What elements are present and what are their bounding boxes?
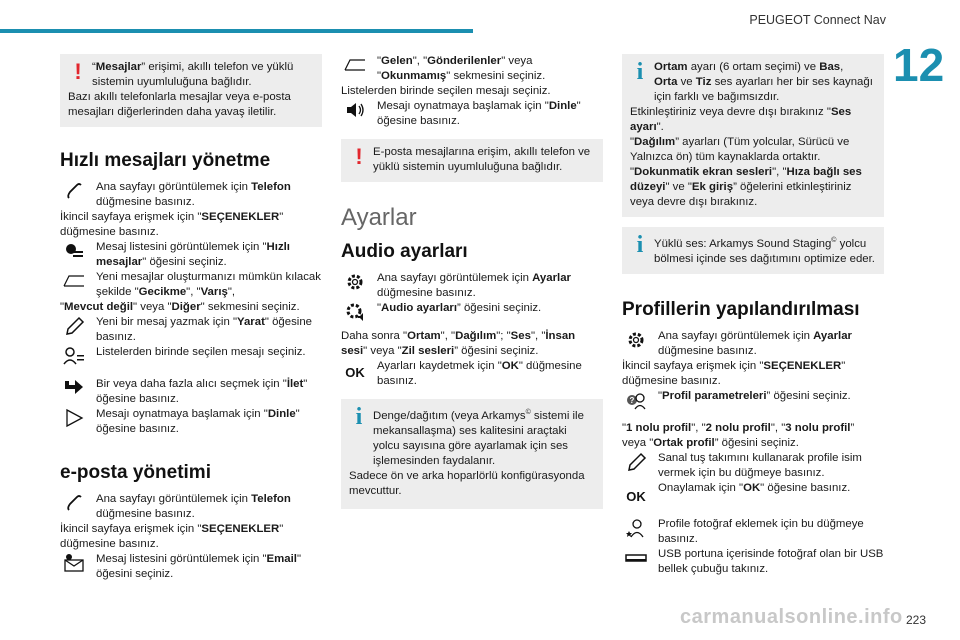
step-email-options: İkincil sayfaya erişmek için "SEÇENEKLER" düğmesine basınız. (60, 523, 284, 550)
play-icon (62, 408, 86, 428)
warning-text: “Mesajlar” erişimi, akıllı telefon ve yüklü sistemin uyumluluğuna bağlıdır. (92, 61, 294, 88)
step-ok: OK Ayarları kaydetmek için "OK" düğmesine basınız. (341, 359, 603, 389)
gear-icon (624, 330, 648, 350)
step-profile-params: ? "Profil parametreleri” öğesini seçiniz. (622, 389, 884, 415)
step-tabs: Yeni mesajlar oluşturmanızı mümkün kılacak şekilde "Gecikme", "Varış", (60, 270, 322, 300)
column-2 (341, 54, 603, 509)
warning-box-messages (60, 54, 322, 127)
chapter-number: 12 (893, 39, 945, 91)
quick-message-icon (62, 241, 86, 261)
pencil-icon (624, 452, 648, 472)
phone-icon (62, 181, 86, 201)
step-email-listen: Mesajı oynatmaya başlamak için "Dinle" öğesine basınız. (341, 99, 603, 129)
step-profile-select: "1 nolu profil", "2 nolu profil", "3 nolu profil” (622, 421, 855, 434)
step-tabs-cont: "Mevcut değil" veya "Diğer" sekmesini seçiniz. (60, 301, 300, 313)
step-options: İkincil sayfaya erişmek için "SEÇENEKLER" düğmesine basınız. (60, 211, 284, 238)
step-profile-select-2: veya "Ortak profil” öğesini seçiniz. (622, 436, 799, 449)
watermark: carmanualsonline.info (680, 606, 903, 628)
step-email-select: Listelerden birinde seçilen mesajı seçiniz. (341, 85, 551, 97)
step-profile-photo: Profile fotoğraf eklemek için bu düğmeye basınız. (622, 517, 884, 547)
column-1 (60, 54, 322, 582)
tab-icon (343, 55, 367, 75)
profile-settings-icon (624, 390, 648, 410)
step-audio-options: Daha sonra "Ortam", "Dağılım"; "Ses", "İnsan sesi" veya "Zil sesleri” öğesini seçiniz. (341, 330, 576, 357)
step-phone-button: Ana sayfayı görüntülemek için Telefon düğmesine basınız. (60, 180, 322, 210)
column-3 (622, 54, 884, 577)
gear-icon (343, 272, 367, 292)
step-email-tabs: "Gelen", "Gönderilenler" veya "Okunmamış" sekmesini seçiniz. (341, 54, 603, 84)
step-quick-messages: Mesaj listesini görüntülemek için "Hızlı mesajlar" öğesini seçiniz. (60, 240, 322, 270)
warning-icon: ! (355, 144, 363, 169)
warning-icon: ! (74, 59, 82, 84)
warning-box-email: ! E-posta mesajlarına erişim, akıllı telefon ve yüklü sistemin uyumluluğuna bağlıdır. (341, 139, 603, 182)
forward-icon (62, 378, 86, 398)
step-profile-settings: Ana sayfayı görüntülemek için Ayarlar düğmesine basınız. (622, 329, 884, 359)
info-box-balance: i Denge/dağıtım (veya Arkamys© sistemi ile mekansallaşma) ses kalitesini araçtaki yolcu sayısına göre ayarlamak için ses işlemesinden faydalanır. Sadece ön ve arka hoparlörlü konfigürasyonda mevcuttur. (341, 399, 603, 509)
heading-settings: Ayarlar (341, 204, 417, 231)
info-icon: i (355, 404, 363, 430)
step-settings-button: Ana sayfayı görüntülemek için Ayarlar düğmesine basınız. (341, 271, 603, 301)
heading-quick-messages: Hızlı mesajları yönetme (60, 150, 271, 171)
step-profile-ok: OK Onaylamak için "OK" öğesine basınız. (622, 481, 884, 507)
step-profile-options: İkincil sayfaya erişmek için "SEÇENEKLER" düğmesine basınız. (622, 359, 846, 387)
email-icon (62, 553, 86, 573)
info-box-ambience: i Ortam ayarı (6 ortam seçimi) ve Bas, Orta ve Tiz ses ayarları her bir ses kaynağı için farklı ve bağımsızdır. Etkinleştiriniz veya devre dışı bırakınız "Ses ayarı". "Dağılım” ayarları (Tüm yolcular, Sürücü ve Yalnızca ön) tüm kaynaklarda ortaktır. "Dokunmatik ekran sesleri", "Hıza bağlı ses düzeyi" ve "Ek giriş” öğelerini etkinleştiriniz veya devre dışı bırakınız. (622, 54, 884, 217)
step-select-message: Listelerden birinde seçilen mesajı seçiniz. (60, 345, 322, 371)
heading-profiles: Profillerin yapılandırılması (622, 298, 860, 320)
step-profile-name: Sanal tuş takımını kullanarak profile isim vermek için bu düğmeye basınız. (622, 451, 884, 481)
step-create: Yeni bir mesaj yazmak için "Yarat" öğesine basınız. (60, 315, 322, 345)
ok-icon: OK (345, 365, 365, 380)
phone-icon (62, 493, 86, 513)
step-email-list: Mesaj listesini görüntülemek için "Email" öğesini seçiniz. (60, 552, 322, 582)
usb-icon (624, 548, 648, 568)
ok-icon: OK (626, 488, 646, 504)
step-forward: Bir veya daha fazla alıcı seçmek için "İlet" öğesine basınız. (60, 377, 322, 407)
warning-text-2: Bazı akıllı telefonlarla mesajlar veya e-posta mesajları diğerlerinden daha yavaş iletilir. (68, 91, 291, 118)
info-icon: i (636, 59, 644, 85)
contact-list-icon (62, 346, 86, 366)
step-listen: Mesajı oynatmaya başlamak için "Dinle" öğesine basınız. (60, 407, 322, 437)
page-number: 223 (906, 613, 927, 627)
info-icon: i (636, 232, 644, 258)
heading-email: e-posta yönetimi (60, 462, 211, 483)
audio-gear-icon (343, 302, 367, 322)
step-email-phone: Ana sayfayı görüntülemek için Telefon düğmesine basınız. (60, 492, 322, 522)
svg-text:?: ? (629, 395, 635, 405)
profile-photo-icon (624, 518, 648, 538)
step-audio-settings: "Audio ayarları” öğesini seçiniz. (341, 301, 603, 319)
header-title: PEUGEOT Connect Nav (749, 13, 886, 27)
header-rule (0, 29, 473, 33)
pencil-icon (62, 316, 86, 336)
heading-audio-settings: Audio ayarları (341, 241, 468, 262)
speaker-icon (343, 100, 367, 120)
step-usb: USB portuna içerisinde fotoğraf olan bir USB bellek çubuğu takınız. (622, 547, 884, 577)
tab-icon (62, 271, 86, 291)
info-box-arkamys: i Yüklü ses: Arkamys Sound Staging© yolcu bölmesi içinde ses dağıtımını optimize eder. (622, 227, 884, 274)
